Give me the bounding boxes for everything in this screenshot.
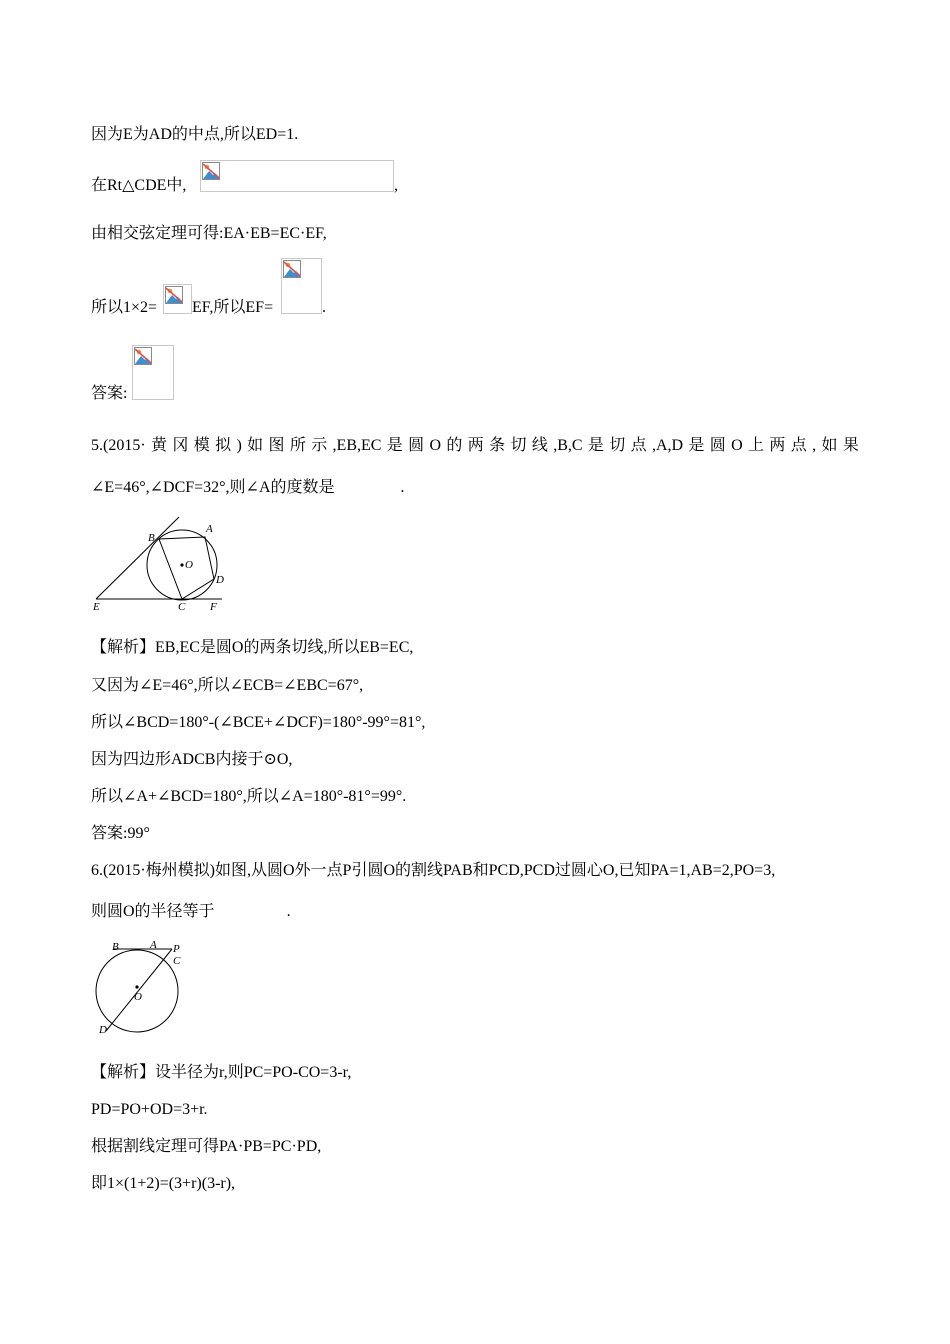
label-b: B — [148, 532, 155, 544]
label-o: O — [185, 559, 193, 571]
question-text: 上 — [748, 437, 765, 454]
label-d: D — [216, 574, 224, 586]
solution-line: 因为四边形ADCB内接于⊙O, — [91, 751, 293, 768]
question-text: 拟 — [215, 437, 232, 454]
question-text: ,EB,EC — [332, 437, 382, 454]
broken-image-icon — [202, 162, 220, 180]
question-text: 条 — [489, 437, 506, 454]
question-text: 圆 — [408, 437, 425, 454]
question-text: . — [400, 479, 405, 496]
question-text: O — [429, 437, 442, 454]
text-fragment: EF,所以EF= — [192, 299, 274, 316]
label-a: A — [150, 939, 157, 951]
question-text: 所 — [289, 437, 306, 454]
question-5-line-2 — [91, 478, 405, 498]
broken-image-icon — [132, 345, 174, 400]
question-text: 如 — [821, 437, 838, 454]
question-5-line-1 — [91, 436, 859, 456]
question-text: 冈 — [172, 437, 189, 454]
broken-image-icon — [134, 347, 152, 365]
text-line: 由相交弦定理可得:EA·EB=EC·EF, — [91, 225, 327, 242]
broken-image-icon — [165, 286, 183, 304]
solution-line: 所以∠BCD=180°-(∠BCE+∠DCF)=180°-99°=81°, — [91, 714, 426, 731]
answer-label: 答案: — [91, 385, 128, 402]
question-text: 是 — [587, 437, 604, 454]
text-fragment: , — [394, 177, 398, 194]
solution-line: 【解析】设半径为r,则PC=PO-CO=3-r, — [91, 1064, 352, 1081]
question-text: 则圆O的半径等于 — [91, 903, 215, 920]
solution-line: 即1×(1+2)=(3+r)(3-r), — [91, 1175, 236, 1192]
question-text: 切 — [609, 437, 626, 454]
question-text: 点 — [630, 437, 647, 454]
question-text: 5.(2015· — [91, 437, 146, 454]
solution-line: 所以∠A+∠BCD=180°,所以∠A=180°-81°=99°. — [91, 788, 407, 805]
question-text: ,A,D — [651, 437, 684, 454]
figure-q6-secant-circle — [92, 938, 192, 1034]
solution-line: 【解析】EB,EC是圆O的两条切线,所以EB=EC, — [91, 639, 414, 656]
question-text: O — [731, 437, 743, 454]
question-text: 是 — [688, 437, 705, 454]
question-text: ,B,C — [553, 437, 583, 454]
question-text: 如 — [247, 437, 264, 454]
question-text: , — [812, 437, 817, 454]
question-text: 线 — [531, 437, 548, 454]
label-d: D — [99, 1024, 107, 1034]
label-o: O — [134, 991, 142, 1003]
text-fragment: . — [322, 299, 326, 316]
question-text: 果 — [842, 437, 859, 454]
figure-q5-tangent-circle — [90, 512, 240, 616]
label-b: B — [112, 941, 119, 953]
text-fragment: 在Rt△CDE中, — [91, 177, 187, 194]
question-6-line-1: 6.(2015·梅州模拟)如图,从圆O外一点P引圆O的割线PAB和PCD,PCD过圆心O,已知PA=1,AB=2,PO=3, — [91, 862, 776, 879]
question-text: 示 — [311, 437, 328, 454]
question-text: ∠E=46°,∠DCF=32°,则∠A的度数是 — [91, 479, 335, 496]
solution-line: PD=PO+OD=3+r. — [91, 1101, 208, 1118]
text-line: 因为E为AD的中点,所以ED=1. — [91, 126, 299, 143]
broken-image-icon — [200, 160, 394, 192]
label-a: A — [206, 523, 213, 535]
text-fragment: 所以1×2= — [91, 299, 158, 316]
question-text: 两 — [769, 437, 786, 454]
question-text: 图 — [268, 437, 285, 454]
question-text: . — [286, 903, 291, 920]
center-point — [135, 985, 138, 988]
question-text: 点 — [790, 437, 807, 454]
label-e: E — [93, 601, 100, 613]
label-p: P — [173, 943, 180, 955]
question-text: 的 — [446, 437, 463, 454]
question-text: 切 — [510, 437, 527, 454]
question-text: 黄 — [151, 437, 168, 454]
question-text: 是 — [386, 437, 403, 454]
solution-line: 根据割线定理可得PA·PB=PC·PD, — [91, 1138, 322, 1155]
question-text: 圆 — [709, 437, 726, 454]
answer-line: 答案:99° — [91, 825, 150, 842]
label-c: C — [178, 601, 186, 613]
question-text: 模 — [193, 437, 210, 454]
label-f: F — [210, 601, 217, 613]
label-c: C — [173, 955, 181, 967]
center-point — [180, 563, 183, 566]
text-line — [91, 176, 186, 196]
question-6-line-2 — [91, 902, 291, 922]
broken-image-icon — [283, 260, 301, 278]
solution-line: 又因为∠E=46°,所以∠ECB=∠EBC=67°, — [91, 677, 364, 694]
question-text: 两 — [467, 437, 484, 454]
broken-image-icon — [281, 258, 322, 314]
question-text: ) — [236, 437, 242, 454]
broken-image-icon — [163, 284, 192, 314]
